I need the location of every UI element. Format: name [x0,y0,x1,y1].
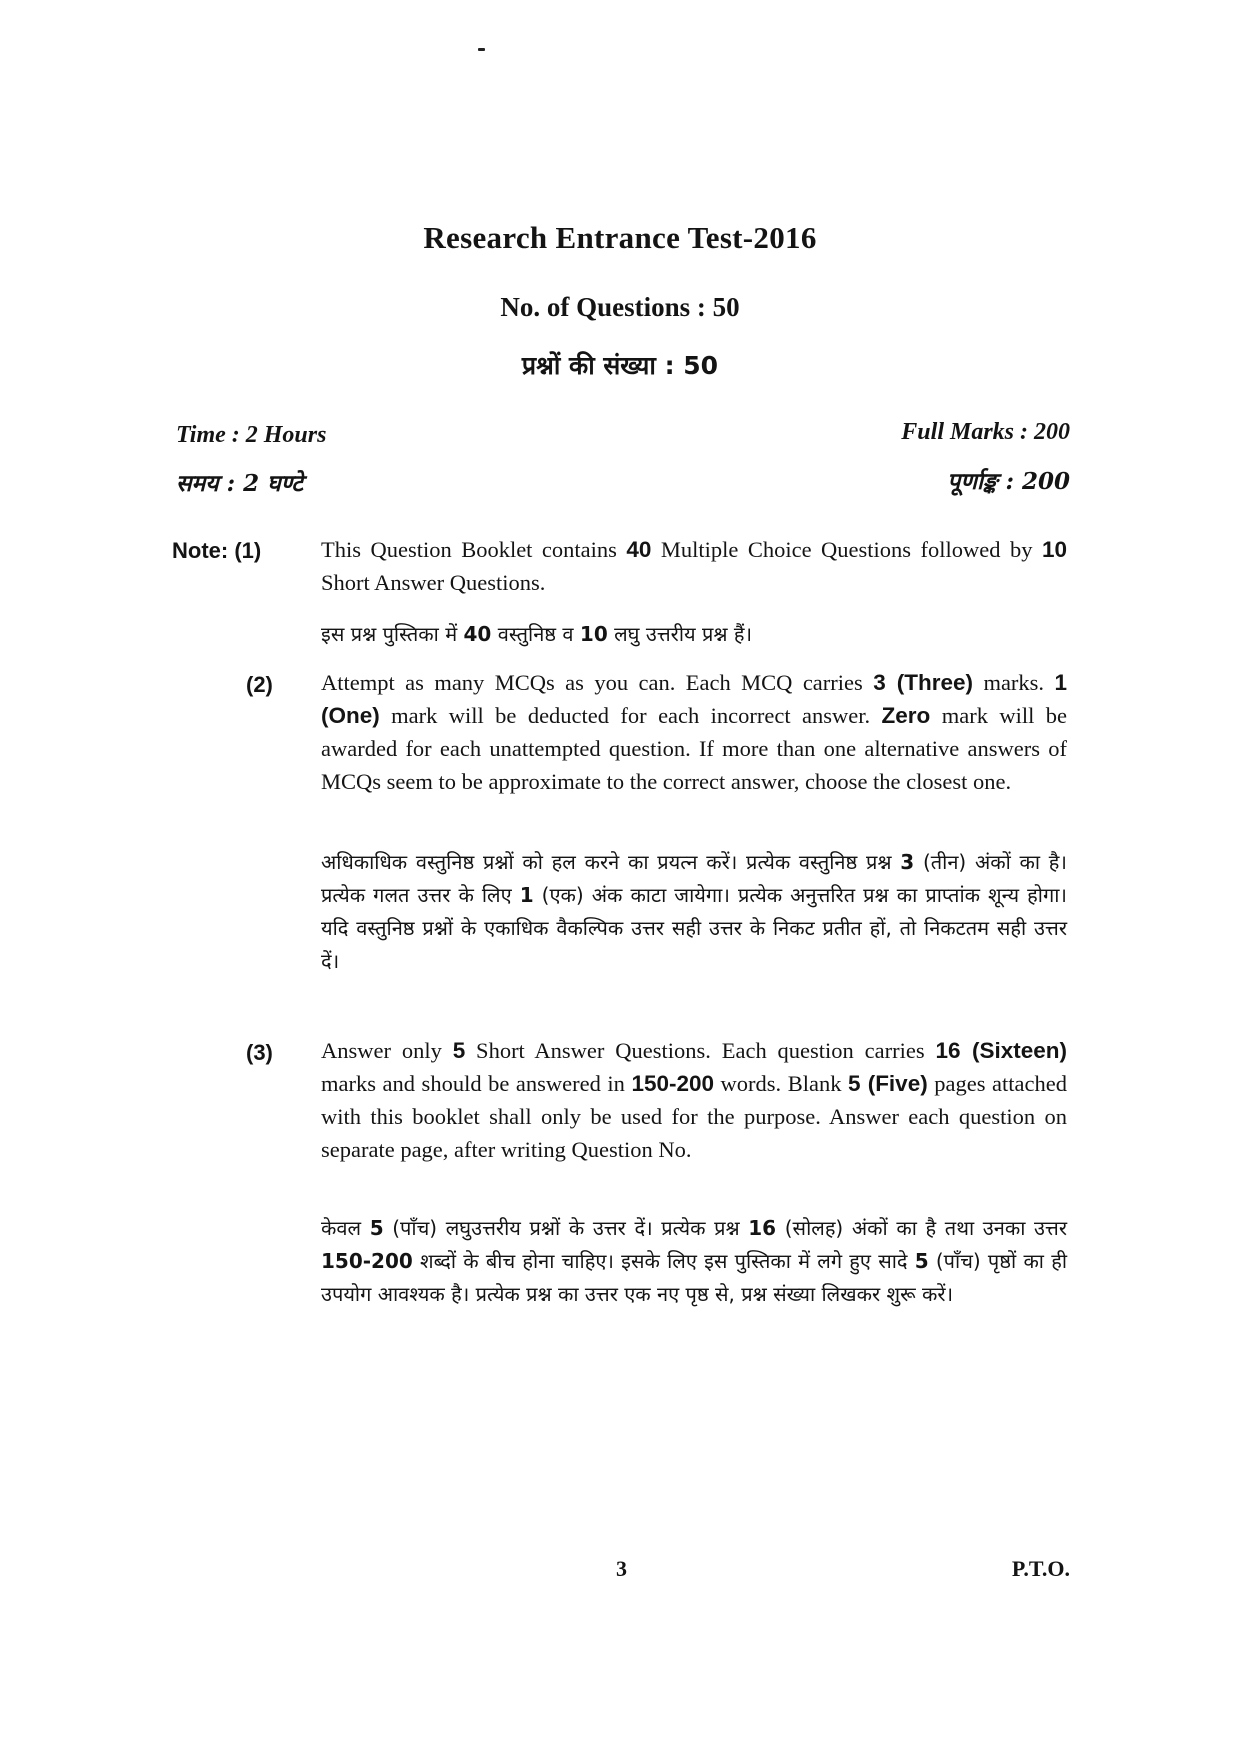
ink-speck [478,48,485,51]
text-run: (सोलह) अंकों का है तथा उनका उत्तर [776,1216,1068,1240]
text-run: (पाँच) लघुउत्तरीय प्रश्नों के उत्तर दें। प्रत्येक प्रश्न [383,1216,749,1240]
page-number: 3 [616,1556,627,1581]
bold-run: 5 (Five) [848,1071,928,1096]
text-run: (एक) अंक काटा जायेगा। प्रत्येक अनुत्तरित प्रश्न का प्राप्तांक शून्य होगा। यदि वस्तुनिष्ठ प्रश्नों के एकाधिक वैकल्पिक उत्तर सही उत्तर के निकट प्रतीत हों, तो निकटतम सही उत्तर दें। [321,883,1067,973]
text-run: Attempt as many MCQs as you can. Each MCQ carries [321,670,874,695]
note-3-hindi [321,1212,1067,1311]
bold-run: 16 (Sixteen) [935,1038,1067,1063]
text-run: words. Blank [714,1071,849,1096]
text-run: शब्दों के बीच होना चाहिए। इसके लिए इस पुस्तिका में लगे हुए सादे [412,1249,915,1273]
note-2-hindi [321,846,1067,978]
please-turn-over: P.T.O. [1011,1556,1070,1581]
bold-run: 40 [463,622,492,646]
time-english: Time : 2 Hours [176,422,327,448]
note-1-number: (1) [234,538,262,563]
text-run: marks and should be answered in [321,1071,632,1096]
text-run: Multiple Choice Questions followed by [651,537,1042,562]
time-hindi: समय : 2 घण्टे [176,470,304,497]
full-marks-english: Full Marks : 200 [901,419,1070,445]
note-2-number: (2) [246,672,273,697]
text-run: अधिकाधिक वस्तुनिष्ठ प्रश्नों को हल करने का प्रयत्न करें। प्रत्येक वस्तुनिष्ठ प्रश्न [321,850,901,874]
text-run: वस्तुनिष्ठ व [491,622,580,646]
bold-run: 10 [1041,537,1067,562]
bold-run: 5 [369,1216,384,1240]
text-run: (तीन) अंकों का है। प्रत्येक गलत उत्तर के लिए [321,850,1068,907]
question-count-hindi: प्रश्नों की संख्या : 50 [521,351,719,380]
note-1-english [321,533,1067,599]
note-2-english [321,666,1067,798]
bold-run: 3 (Three) [873,670,974,695]
bold-run: 10 [579,622,608,646]
bold-run: Zero [881,703,931,728]
text-run: pages attached with this booklet shall only be used for the purpose. Answer each question on separate page, after writing Question No. [321,1071,1067,1162]
bold-run: 5 [914,1249,929,1273]
note-3-number: (3) [246,1040,273,1065]
text-run: Answer only [321,1038,453,1063]
question-count-english: No. of Questions : 50 [500,292,740,322]
note-1-hindi [321,618,1067,651]
bold-run: 1 [519,883,534,907]
bold-run: 1 (One) [321,670,1067,728]
bold-run: 3 [900,850,915,874]
text-run: marks. [973,670,1055,695]
bold-run: 16 [748,1216,777,1240]
text-run: This Question Booklet contains [321,537,627,562]
page-title: Research Entrance Test-2016 [423,220,817,255]
text-run: Short Answer Questions. [321,570,546,595]
text-run: mark will be awarded for each unattempted question. If more than one alternative answers of MCQs seem to be approximate to the correct answer, choose the closest one. [321,703,1067,794]
bold-run: 150-200 [631,1071,715,1096]
text-run: Short Answer Questions. Each question carries [465,1038,936,1063]
bold-run: 150-200 [321,1249,413,1273]
bold-run: 40 [626,537,652,562]
text-run: केवल [321,1216,370,1240]
note-3-english [321,1034,1067,1166]
text-run: इस प्रश्न पुस्तिका में [321,622,464,646]
text-run: लघु उत्तरीय प्रश्न हैं। [607,622,753,646]
note-label [172,538,261,564]
note-label-text: Note: [172,538,229,563]
full-marks-hindi: पूर्णाङ्क : 200 [947,468,1070,495]
text-run: mark will be deducted for each incorrect answer. [379,703,882,728]
bold-run: 5 [452,1038,466,1063]
text-run: (पाँच) पृष्ठों का ही उपयोग आवश्यक है। प्रत्येक प्रश्न का उत्तर एक नए पृष्ठ से, प्रश्न संख्या लिखकर शुरू करें। [321,1249,1067,1306]
